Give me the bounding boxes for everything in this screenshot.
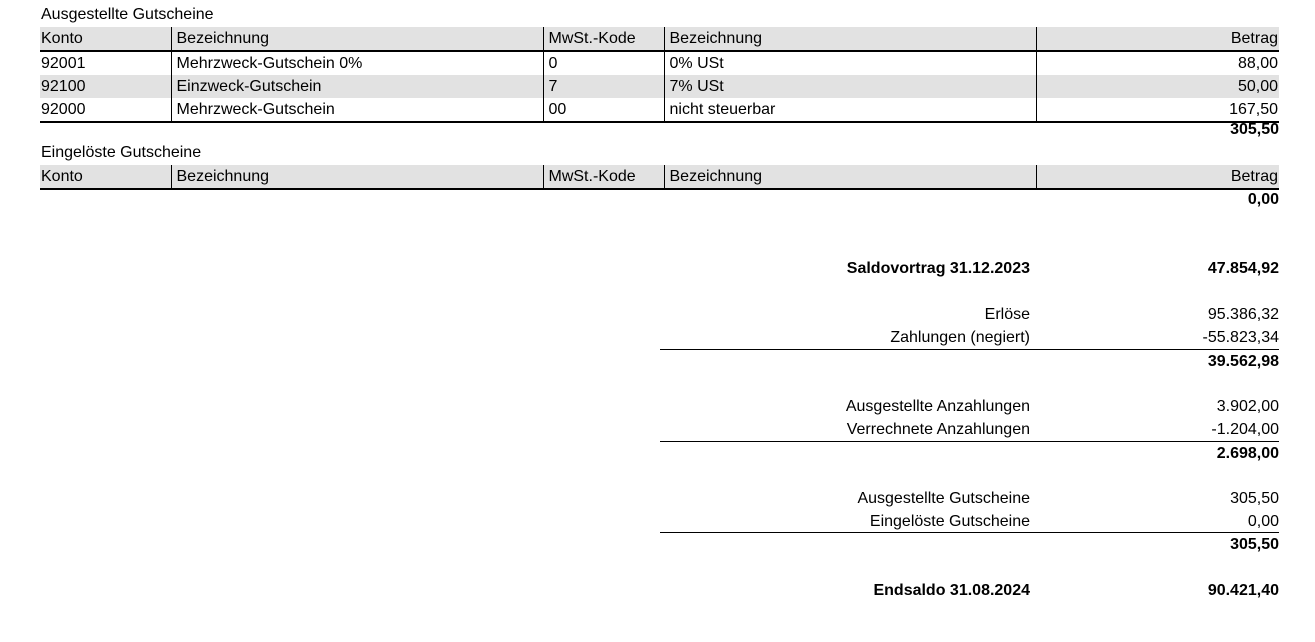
kode-bezeichnung-cell: 0% USt (664, 51, 1036, 75)
konto-cell: 92100 (40, 75, 171, 98)
betrag-cell: 88,00 (1036, 51, 1279, 75)
subtotal-rule (660, 532, 1279, 533)
deposits-issued-label: Ausgestellte Anzahlungen (845, 398, 1030, 415)
issued-vouchers-title: Ausgestellte Gutscheine (41, 6, 214, 23)
header-konto: Konto (40, 165, 171, 189)
issued-vouchers-total: 305,50 (1230, 121, 1279, 138)
deposits-issued-value: 3.902,00 (1216, 398, 1279, 415)
header-kode-bezeichnung: Bezeichnung (664, 27, 1036, 51)
redeemed-vouchers-table (40, 165, 1279, 190)
kode-bezeichnung-cell: 7% USt (664, 75, 1036, 98)
bezeichnung-cell: Einzweck-Gutschein (171, 75, 543, 98)
header-bezeichnung: Bezeichnung (171, 165, 543, 189)
table-header-row (40, 165, 1279, 189)
header-mwst-kode: MwSt.-Kode (543, 27, 664, 51)
header-kode-bezeichnung: Bezeichnung (664, 165, 1036, 189)
table-header-row (40, 27, 1279, 51)
vouchers-issued-label: Ausgestellte Gutscheine (857, 490, 1030, 507)
header-bezeichnung: Bezeichnung (171, 27, 543, 51)
issued-vouchers-table (40, 27, 1279, 123)
vouchers-redeemed-label: Eingelöste Gutscheine (869, 513, 1030, 530)
subtotal-rule (660, 441, 1279, 442)
bezeichnung-cell: Mehrzweck-Gutschein (171, 98, 543, 122)
subtotal-deposits: 2.698,00 (1216, 445, 1279, 462)
header-mwst-kode: MwSt.-Kode (543, 165, 664, 189)
mwst-kode-cell: 7 (543, 75, 664, 98)
table-row (40, 98, 1279, 122)
header-betrag: Betrag (1036, 165, 1279, 189)
revenue-label: Erlöse (984, 306, 1030, 323)
deposits-offset-label: Verrechnete Anzahlungen (846, 421, 1030, 438)
bezeichnung-cell: Mehrzweck-Gutschein 0% (171, 51, 543, 75)
revenue-value: 95.386,32 (1207, 306, 1279, 323)
vouchers-redeemed-value: 0,00 (1247, 513, 1279, 530)
deposits-offset-value: -1.204,00 (1211, 421, 1279, 438)
betrag-cell: 167,50 (1036, 98, 1279, 122)
redeemed-vouchers-total: 0,00 (1247, 191, 1279, 208)
closing-balance-label: Endsaldo 31.08.2024 (873, 582, 1030, 599)
subtotal-rule (660, 349, 1279, 350)
table-row (40, 75, 1279, 98)
betrag-cell: 50,00 (1036, 75, 1279, 98)
kode-bezeichnung-cell: nicht steuerbar (664, 98, 1036, 122)
konto-cell: 92001 (41, 55, 86, 72)
opening-balance-label: Saldovortrag 31.12.2023 (846, 260, 1030, 277)
subtotal-vouchers: 305,50 (1230, 536, 1279, 553)
mwst-kode-cell: 00 (543, 98, 664, 122)
konto-cell: 92000 (40, 98, 171, 122)
subtotal-revenue-payments: 39.562,98 (1207, 353, 1279, 370)
vouchers-issued-value: 305,50 (1230, 490, 1279, 507)
header-konto: Konto (40, 27, 171, 51)
payments-value: -55.823,34 (1202, 329, 1279, 346)
header-betrag: Betrag (1036, 27, 1279, 51)
closing-balance-value: 90.421,40 (1207, 582, 1279, 599)
redeemed-vouchers-title: Eingelöste Gutscheine (41, 144, 202, 161)
payments-label: Zahlungen (negiert) (890, 329, 1030, 346)
table-row (40, 51, 1279, 75)
mwst-kode-cell: 0 (543, 51, 664, 75)
opening-balance-value: 47.854,92 (1207, 260, 1279, 277)
